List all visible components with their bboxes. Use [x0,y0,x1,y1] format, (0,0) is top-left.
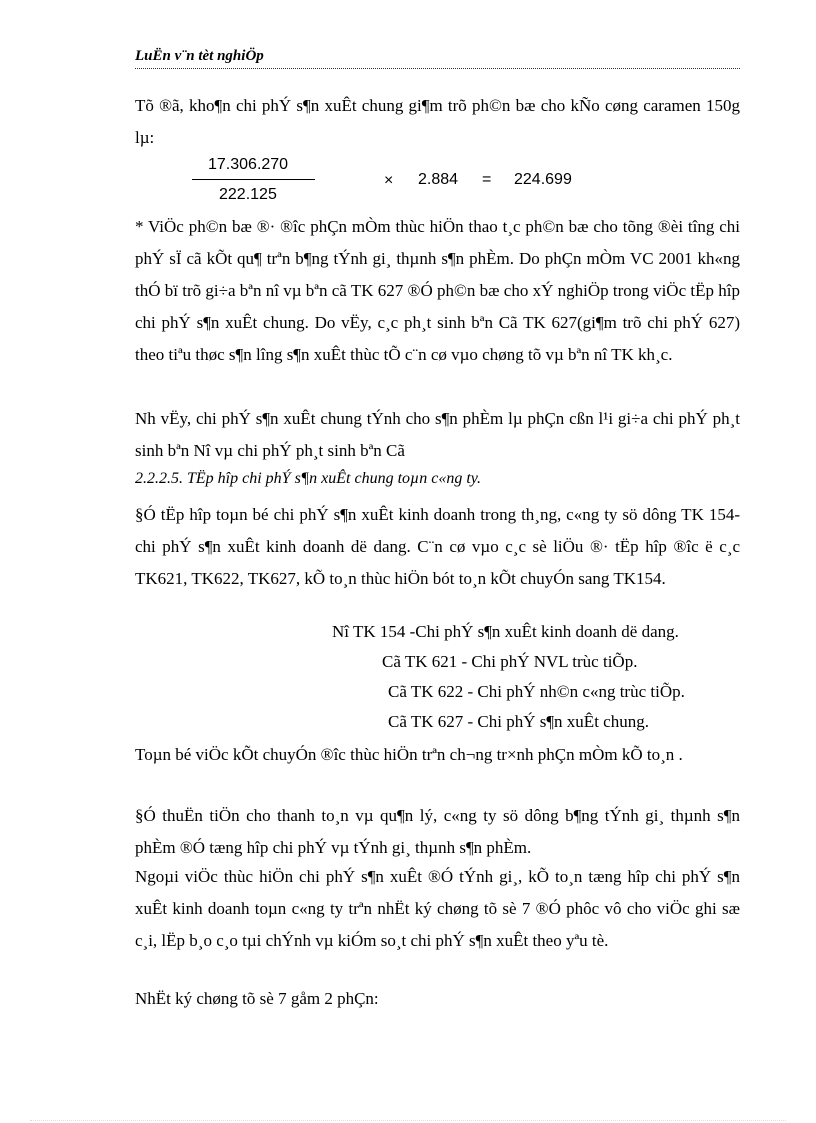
running-header: LuËn v¨n tèt nghiÖp [135,48,264,64]
formula-denominator: 222.125 [219,186,277,203]
footer-rule [30,1120,786,1121]
paragraph-transfer: Toµn bé viÖc kÕt chuyÓn ®îc thùc hiÖn trªn ch¬ng tr×nh phÇn mÒm kÕ to¸n . [135,745,683,764]
formula-result: 224.699 [514,171,572,188]
formula-numerator: 17.306.270 [208,156,289,173]
paragraph-journal-voucher: Ngoµi viÖc thùc hiÖn chi phÝ s¶n xuÊt ®Ó tÝnh gi¸, kÕ to¸n tæng hîp chi phÝ s¶n xuÊt kinh doanh toµn c«ng ty trªn nhËt ký chøng tõ sè 7 ®Ó phôc vô cho viÖc ghi sæ c¸i, lËp b¸o c¸o tµi chÝnh vµ kiÓm so¸t chi phÝ s¶n xuÊt theo yªu tè. [135,867,740,950]
paragraph-remaining-cost: Nh vËy, chi phÝ s¶n xuÊt chung tÝnh cho s¶n phÈm lµ phÇn cßn l¹i gi÷a chi phÝ ph¸t sinh bªn Nî vµ chi phÝ ph¸t sinh bªn Cã [135,409,740,460]
journal-credit-line: Cã TK 622 - Chi phÝ nh©n c«ng trùc tiÕp. [388,682,685,701]
multiply-sign: × [384,172,394,189]
paragraph-tk154: §Ó tËp hîp toµn bé chi phÝ s¶n xuÊt kinh doanh trong th¸ng, c«ng ty sö dông TK 154- chi phÝ s¶n xuÊt kinh doanh dë dang. C¨n cø vµo c¸c sè liÖu ®· tËp hîp ®îc ë c¸c TK621, TK622, TK627, kÕ to¸n thùc hiÖn bót to¸n kÕt chuyÓn sang TK154. [135,505,740,588]
paragraph-software-allocation: * ViÖc ph©n bæ ®· ®îc phÇn mÒm thùc hiÖn thao t¸c ph©n bæ cho tõng ®èi tîng chi phÝ sÏ cã kÕt qu¶ trªn b¶ng tÝnh gi¸ thµnh s¶n phÈm. Do phÇn mÒm VC 2001 kh«ng thÓ bï trõ gi÷a bªn nî vµ bªn cã TK 627 ®Ó ph©n bæ cho xÝ nghiÖp trong viÖc tËp hîp chi phÝ s¶n xuÊt chung. Do vËy, c¸c ph¸t sinh bªn Cã TK 627(gi¶m trõ chi phÝ 627) theo tiªu thøc s¶n lîng s¶n xuÊt thùc tÕ c¨n cø vµo chøng tõ vµ bªn nî TK kh¸c. [135,217,740,364]
section-heading: 2.2.2.5. TËp hîp chi phÝ s¶n xuÊt chung toµn c«ng ty. [135,470,482,487]
paragraph-cost-sheet: §Ó thuËn tiÖn cho thanh to¸n vµ qu¶n lý, c«ng ty sö dông b¶ng tÝnh gi¸ thµnh s¶n phÈm ®Ó tæng hîp chi phÝ vµ tÝnh gi¸ thµnh s¶n phÈm. [135,806,740,857]
journal-credit-line: Cã TK 621 - Chi phÝ NVL trùc tiÕp. [382,652,638,671]
paragraph-journal-parts: NhËt ký chøng tõ sè 7 gåm 2 phÇn: [135,989,379,1008]
equals-sign: = [482,171,492,188]
header-rule [135,68,740,69]
journal-debit-line: Nî TK 154 -Chi phÝ s¶n xuÊt kinh doanh dë dang. [332,622,679,641]
formula-factor: 2.884 [418,171,459,188]
journal-credit-line: Cã TK 627 - Chi phÝ s¶n xuÊt chung. [388,712,649,731]
fraction-bar [192,179,315,180]
paragraph-overhead-allocation: Tõ ®ã, kho¶n chi phÝ s¶n xuÊt chung gi¶m trõ ph©n bæ cho kÑo cøng caramen 150g lµ: [135,96,740,147]
